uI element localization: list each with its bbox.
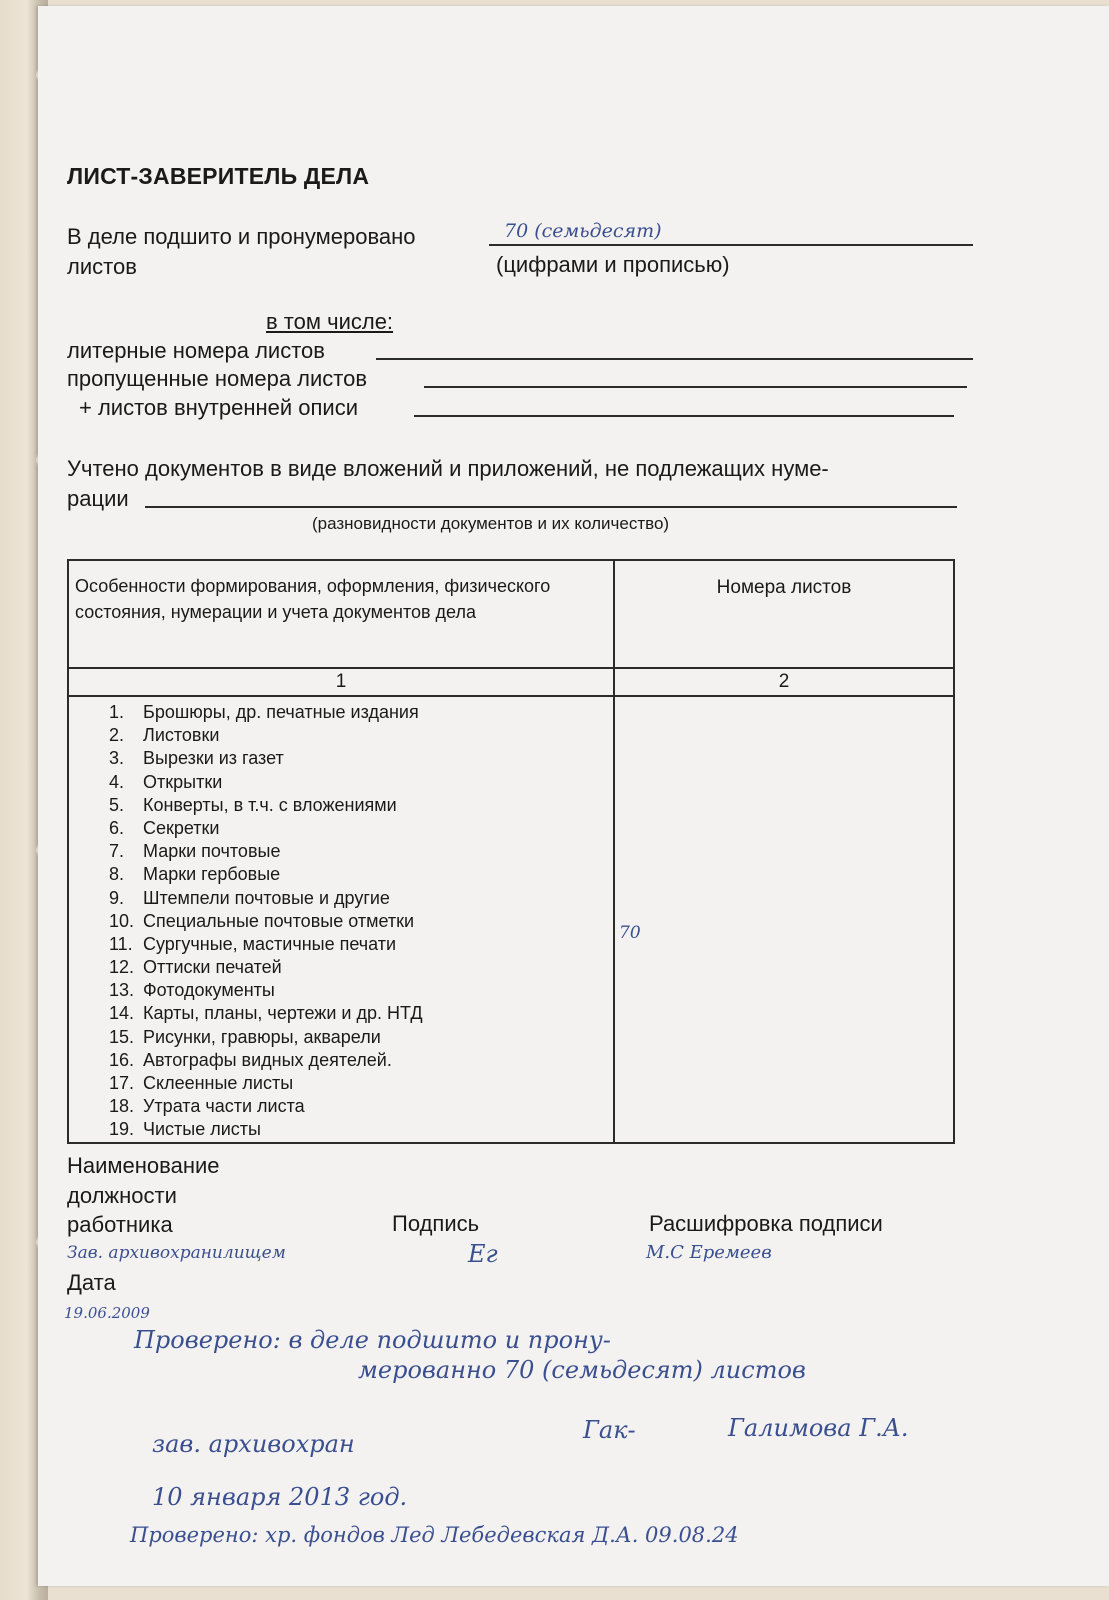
- check1-position: зав. архивохран: [152, 1430, 355, 1458]
- attachments-hint: (разновидности документов и их количество): [312, 514, 670, 533]
- date-value[interactable]: 19.06.2009: [64, 1304, 150, 1322]
- decoding-label: Расшифровка подписи: [649, 1211, 883, 1236]
- signature-label: Подпись: [392, 1211, 480, 1236]
- list-item: 5. Конверты, в т.ч. с вложениями: [109, 794, 397, 815]
- table-header-row: [68, 560, 954, 668]
- list-item: 18. Утрата части листа: [109, 1096, 305, 1117]
- check1-name: Галимова Г.А.: [728, 1414, 909, 1442]
- sheet-numbers-value: 70: [619, 923, 641, 943]
- position-label-line2: должности: [67, 1183, 177, 1208]
- document-title: ЛИСТ-ЗАВЕРИТЕЛЬ ДЕЛА: [67, 163, 370, 189]
- position-value[interactable]: Зав. архивохранилищем: [67, 1243, 286, 1263]
- features-table: [67, 559, 955, 1144]
- position-label-line3: работника: [67, 1212, 173, 1237]
- check1-line1: Проверено: в деле подшито и прону-: [134, 1326, 611, 1354]
- list-item: 7. Марки почтовые: [109, 841, 281, 862]
- date-label: Дата: [67, 1270, 116, 1295]
- list-item: 14. Карты, планы, чертежи и др. НТД: [109, 1003, 423, 1024]
- list-item: 15. Рисунки, гравюры, акварели: [109, 1026, 381, 1047]
- decoding-value[interactable]: М.С Еремеев: [646, 1242, 772, 1263]
- check1-date: 10 января 2013 год.: [152, 1483, 408, 1511]
- list-item: 17. Склеенные листы: [109, 1073, 294, 1093]
- check1-line2: мерованно 70 (семьдесят) листов: [358, 1356, 806, 1384]
- letter-numbers-label: литерные номера листов: [67, 338, 325, 363]
- list-item: 9. Штемпели почтовые и другие: [109, 887, 390, 908]
- attachments-field[interactable]: [145, 506, 957, 508]
- inventory-sheets-label: + листов внутренней описи: [79, 395, 358, 420]
- check1-signature: Гак-: [583, 1416, 636, 1444]
- table-column-numbers-row: [68, 668, 954, 696]
- list-item: 12. Оттиски печатей: [109, 957, 282, 978]
- check2-note: Проверено: хр. фондов Лед Лебедевская Д.А. 09.08.24: [130, 1523, 739, 1547]
- list-item: 1. Брошюры, др. печатные издания: [109, 702, 419, 722]
- sheet-numbers-cell[interactable]: [614, 696, 954, 1143]
- filed-hint: (цифрами и прописью): [496, 252, 730, 277]
- column-number-2: 2: [614, 668, 954, 696]
- list-item: 16. Автографы видных деятелей.: [109, 1049, 392, 1070]
- list-item: 4. Открытки: [109, 771, 223, 792]
- list-item: 8. Марки гербовые: [109, 864, 281, 885]
- features-list: [109, 701, 613, 1142]
- missing-numbers-field[interactable]: [424, 386, 967, 388]
- list-item: 19. Чистые листы: [109, 1119, 261, 1140]
- position-label-line1: Наименование: [67, 1153, 220, 1178]
- inventory-sheets-field[interactable]: [414, 415, 954, 417]
- table-body-row: [68, 696, 954, 1143]
- features-list-cell: [68, 696, 614, 1143]
- letter-numbers-field[interactable]: [376, 358, 973, 360]
- header-sheet-numbers: Номера листов: [614, 560, 954, 668]
- including-label: в том числе:: [266, 309, 394, 334]
- attachments-label-line2: рации: [67, 486, 129, 511]
- filed-value[interactable]: 70 (семьдесят): [504, 220, 662, 242]
- list-item: 11. Сургучные, мастичные печати: [109, 933, 397, 954]
- sheets-label: листов: [67, 254, 137, 279]
- attachments-label-line1: Учтено документов в виде вложений и приложений, не подлежащих нуме-: [67, 456, 829, 481]
- list-item: 13. Фотодокументы: [109, 980, 275, 1001]
- header-features: Особенности формирования, оформления, физического состояния, нумерации и учета документов дела: [68, 560, 614, 668]
- filed-label: В деле подшито и пронумеровано: [67, 224, 416, 249]
- document-page: [38, 6, 1109, 1586]
- list-item: 2. Листовки: [109, 725, 220, 746]
- list-item: 6. Секретки: [109, 817, 220, 838]
- filed-line: [489, 244, 973, 246]
- list-item: 10. Специальные почтовые отметки: [109, 910, 415, 931]
- missing-numbers-label: пропущенные номера листов: [67, 366, 368, 391]
- signature-value: Ег: [468, 1240, 498, 1268]
- column-number-1: 1: [68, 668, 614, 696]
- list-item: 3. Вырезки из газет: [109, 748, 284, 769]
